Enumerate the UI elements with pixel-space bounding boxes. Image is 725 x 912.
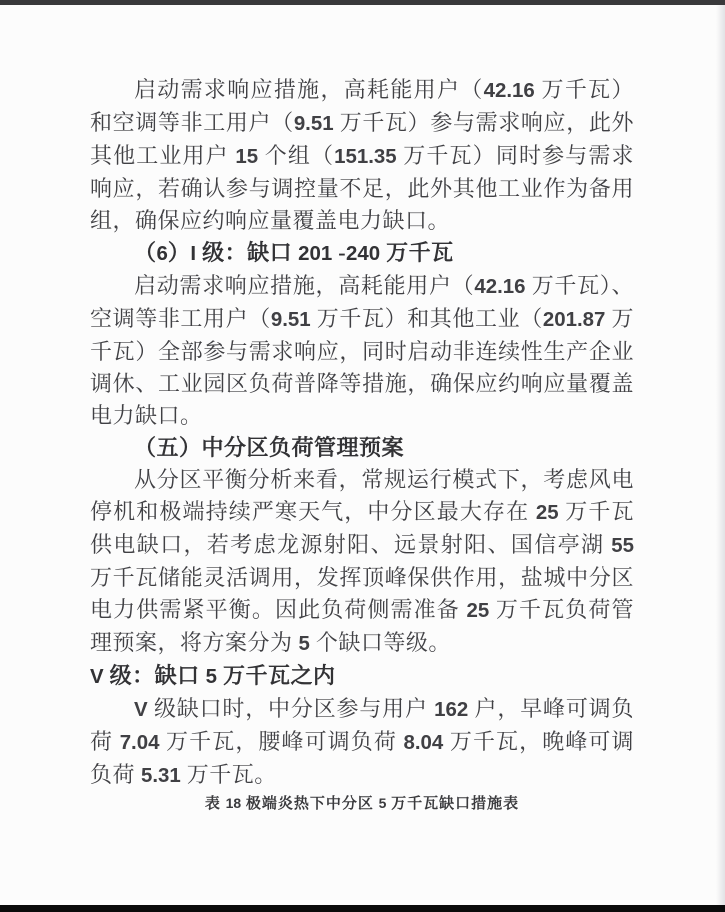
latin-numeric-text: 25 — [535, 501, 559, 524]
latin-numeric-text: 151.35 — [334, 145, 397, 168]
latin-numeric-text: 25 — [466, 599, 490, 622]
latin-numeric-text: 5 — [205, 665, 218, 688]
latin-numeric-text: 8.04 — [403, 731, 444, 754]
page-bottom-border — [0, 905, 725, 912]
page-edge-shadow — [716, 5, 725, 905]
latin-numeric-text: 5.31 — [141, 764, 181, 787]
page-top-border — [0, 0, 725, 5]
paragraph-mid-zone-analysis: 从分区平衡分析来看，常规运行模式下，考虑风电停机和极端持续严寒天气，中分区最大存在 25 万千瓦供电缺口，若考虑龙源射阳、远景射阳、国信亭湖 55 万千瓦储能灵活调用，发挥顶峰保供作用，盐城中分区电力供需紧平衡。因此负荷侧需准备 25 万千瓦负荷管理预案，将方案分为 5 个缺口等级。 — [90, 467, 634, 655]
latin-numeric-text: 15 — [235, 145, 259, 168]
latin-numeric-text: 162 — [434, 698, 469, 721]
heading-level-1-gap: （6）I 级：缺口 201 -240 万千瓦 — [134, 240, 454, 265]
latin-numeric-text: V — [90, 665, 104, 688]
latin-numeric-text: V — [134, 698, 148, 721]
paragraph-demand-response-level1: 启动需求响应措施，高耗能用户（42.16 万千瓦）、空调等非工用户（9.51 万千瓦）和其他工业（201.87 万千瓦）全部参与需求响应，同时启动非连续性生产企业调休、工业园区负荷普降等措施，确保应约响应量覆盖电力缺口。 — [90, 273, 634, 428]
table-caption: 表 18 极端炎热下中分区 5 万千瓦缺口措施表 — [204, 795, 520, 812]
latin-numeric-text: 201 — [298, 242, 333, 265]
latin-numeric-text: I — [190, 242, 197, 265]
latin-numeric-text: 9.51 — [270, 308, 311, 331]
latin-numeric-text: 42.16 — [474, 275, 526, 298]
latin-numeric-text: 5 — [298, 632, 310, 655]
paragraph-level-v-detail: V 级缺口时，中分区参与用户 162 户，早峰可调负荷 7.04 万千瓦，腰峰可调负荷 8.04 万千瓦，晚峰可调负荷 5.31 万千瓦。 — [90, 696, 634, 787]
paragraph-demand-response-level2: 启动需求响应措施，高耗能用户（42.16 万千瓦）和空调等非工用户（9.51 万千瓦）参与需求响应，此外其他工业用户 15 个组（151.35 万千瓦）同时参与需求响应，若确认参与调控量不足，此外其他工业作为备用组，确保应约响应量覆盖电力缺口。 — [90, 77, 634, 233]
latin-numeric-text: 240 — [346, 242, 381, 265]
latin-numeric-text: 42.16 — [483, 79, 535, 102]
document-page — [90, 74, 634, 815]
latin-numeric-text: 5 — [378, 795, 387, 811]
heading-level-v: V 级：缺口 5 万千瓦之内 — [90, 663, 336, 688]
latin-numeric-text: 18 — [225, 795, 242, 811]
latin-numeric-text: 9.51 — [293, 112, 334, 135]
latin-numeric-text: 55 — [611, 534, 634, 557]
latin-numeric-text: 6 — [156, 242, 168, 265]
heading-mid-zone-plan: （五）中分区负荷管理预案 — [134, 435, 405, 460]
latin-numeric-text: 201.87 — [542, 308, 606, 331]
latin-numeric-text: 7.04 — [119, 731, 160, 754]
